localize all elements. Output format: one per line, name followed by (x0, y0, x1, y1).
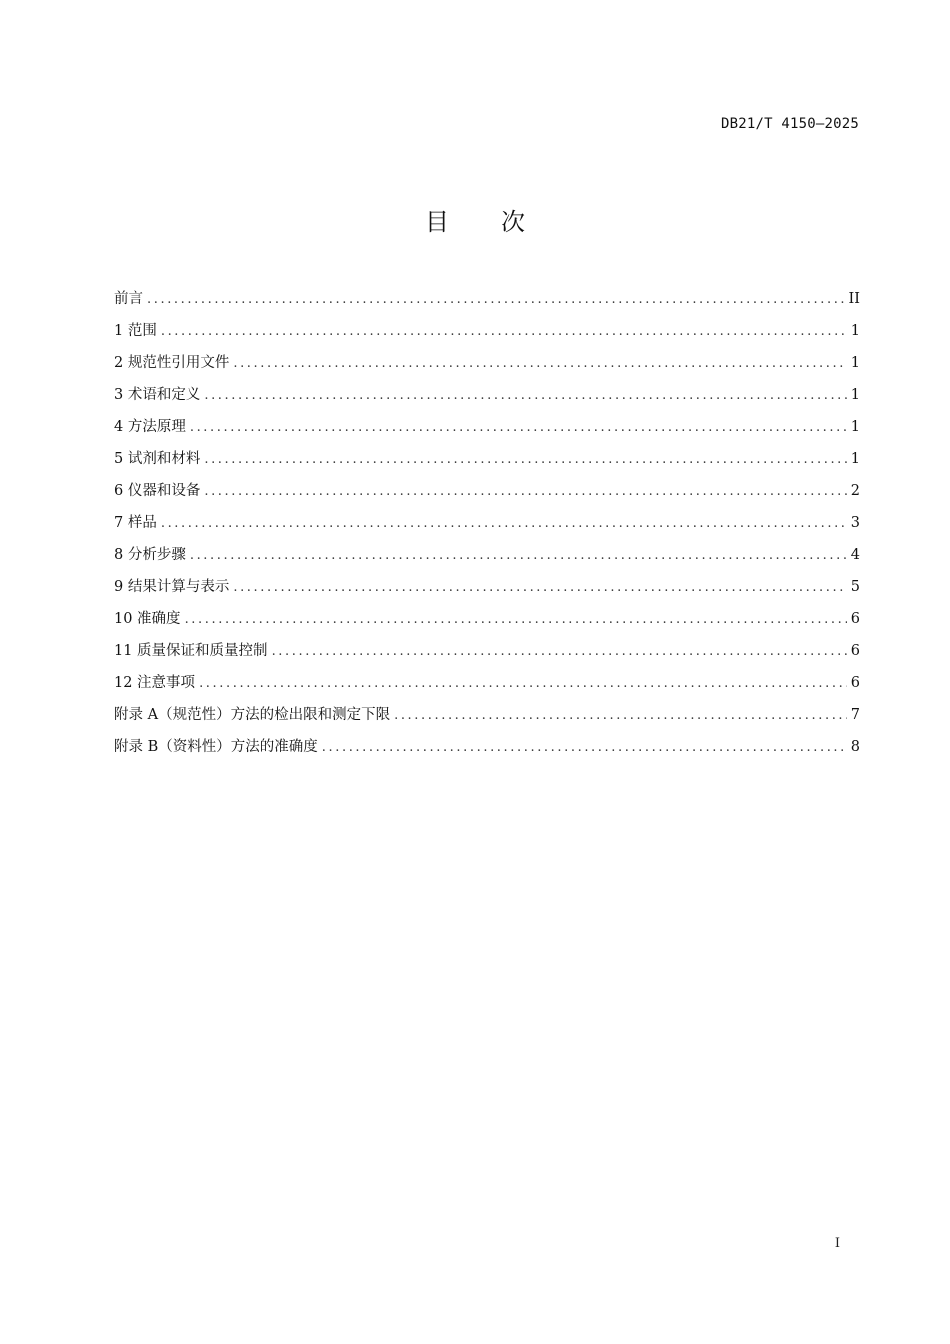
toc-entry-instruments-equipment[interactable] (114, 480, 860, 512)
toc-entry-label: 9 结果计算与表示 (114, 579, 230, 595)
toc-entry-label: 4 方法原理 (114, 419, 186, 435)
toc-dot-leader (190, 417, 847, 439)
toc-entry-foreword[interactable] (114, 288, 860, 320)
toc-entry-analysis-steps[interactable] (114, 544, 860, 576)
toc-entry-page: 5 (850, 579, 860, 595)
toc-entry-label: 3 术语和定义 (114, 387, 201, 403)
page-number: I (834, 1236, 840, 1251)
toc-entry-reagents-materials[interactable] (114, 448, 860, 480)
toc-entry-label: 5 试剂和材料 (114, 451, 201, 467)
toc-entry-page: 1 (850, 451, 860, 467)
toc-entry-appendix-a[interactable] (114, 704, 860, 736)
toc-entry-label: 附录 B（资料性）方法的准确度 (114, 739, 318, 755)
toc-entry-page: II (848, 291, 860, 307)
toc-entry-result-calculation[interactable] (114, 576, 860, 608)
toc-entry-page: 6 (850, 675, 860, 691)
toc-entry-label: 前言 (114, 291, 143, 307)
toc-entry-page: 1 (850, 387, 860, 403)
toc-entry-page: 3 (850, 515, 860, 531)
toc-list (114, 288, 860, 768)
toc-entry-method-principle[interactable] (114, 416, 860, 448)
toc-entry-page: 1 (850, 323, 860, 339)
toc-entry-samples[interactable] (114, 512, 860, 544)
toc-entry-normative-references[interactable] (114, 352, 860, 384)
toc-entry-label: 1 范围 (114, 323, 157, 339)
toc-entry-page: 6 (850, 611, 860, 627)
toc-dot-leader (394, 705, 847, 727)
toc-dot-leader (199, 673, 847, 695)
toc-entry-page: 7 (850, 707, 860, 723)
toc-entry-label: 6 仪器和设备 (114, 483, 201, 499)
toc-entry-page: 6 (850, 643, 860, 659)
toc-dot-leader (161, 513, 847, 535)
toc-dot-leader (147, 289, 845, 311)
toc-entry-terms-definitions[interactable] (114, 384, 860, 416)
toc-entry-label: 7 样品 (114, 515, 157, 531)
toc-dot-leader (233, 353, 846, 375)
toc-dot-leader (272, 641, 847, 663)
toc-title (0, 202, 950, 237)
toc-entry-label: 10 准确度 (114, 611, 181, 627)
toc-entry-accuracy[interactable] (114, 608, 860, 640)
toc-entry-page: 1 (850, 419, 860, 435)
toc-entry-quality-assurance[interactable] (114, 640, 860, 672)
toc-entry-label: 11 质量保证和质量控制 (114, 643, 268, 659)
toc-dot-leader (204, 385, 846, 407)
toc-entry-page: 8 (850, 739, 860, 755)
toc-entry-page: 4 (850, 547, 860, 563)
toc-entry-page: 1 (850, 355, 860, 371)
toc-title-part2: 次 (501, 208, 525, 236)
toc-dot-leader (190, 545, 847, 567)
toc-entry-label: 12 注意事项 (114, 675, 196, 691)
toc-dot-leader (204, 481, 846, 503)
toc-entry-label: 8 分析步骤 (114, 547, 186, 563)
toc-entry-label: 2 规范性引用文件 (114, 355, 230, 371)
toc-title-part1: 目 (425, 208, 449, 236)
toc-entry-notes[interactable] (114, 672, 860, 704)
toc-entry-page: 2 (850, 483, 860, 499)
toc-entry-scope[interactable] (114, 320, 860, 352)
toc-dot-leader (204, 449, 846, 471)
toc-dot-leader (161, 321, 847, 343)
toc-entry-appendix-b[interactable] (114, 736, 860, 768)
toc-dot-leader (233, 577, 846, 599)
document-code: DB21/T 4150—2025 (720, 116, 859, 132)
toc-entry-label: 附录 A（规范性）方法的检出限和测定下限 (114, 707, 391, 723)
toc-dot-leader (322, 737, 847, 759)
toc-dot-leader (185, 609, 847, 631)
